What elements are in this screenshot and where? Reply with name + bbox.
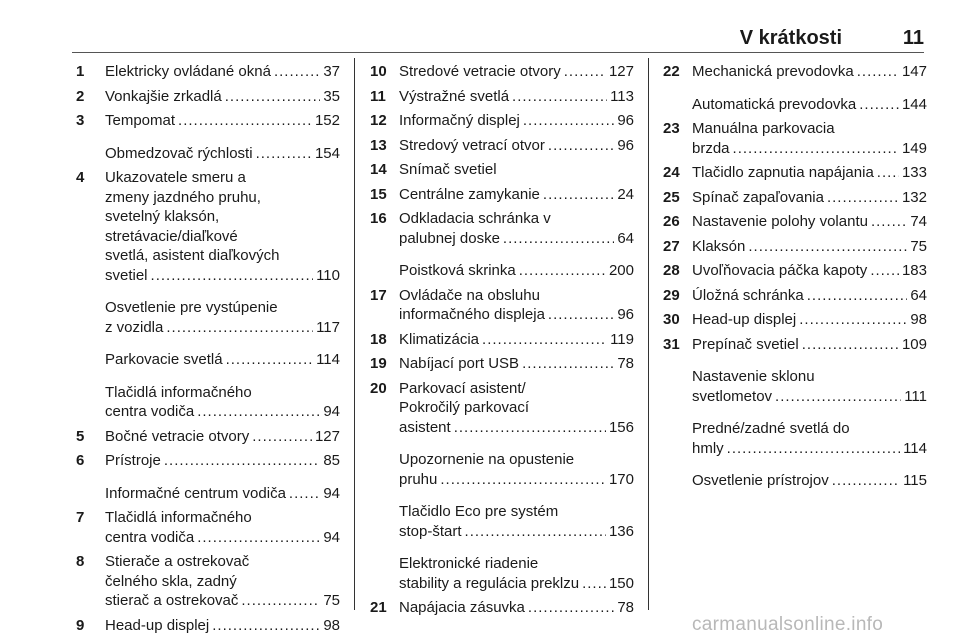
leader-dots: [440, 470, 606, 490]
entry-number: 17: [370, 286, 387, 304]
leader-dots: [548, 305, 614, 325]
watermark: carmanualsonline.info: [692, 614, 884, 635]
leader-dots: [807, 286, 908, 306]
leader-dots: [164, 451, 320, 471]
entry-number: 24: [663, 164, 680, 181]
leader-dots: [748, 237, 907, 257]
entry-label: brzda: [692, 139, 730, 157]
index-entry[interactable]: [663, 471, 927, 491]
entry-number: 9: [76, 616, 85, 634]
entry-label: palubnej doske: [399, 229, 500, 247]
leader-dots: [197, 528, 320, 548]
entry-page-ref[interactable]: 96: [617, 112, 634, 129]
entry-page-ref[interactable]: 75: [323, 592, 340, 609]
index-column-3: [663, 62, 927, 491]
leader-dots: [274, 62, 320, 82]
index-entry[interactable]: [663, 261, 927, 281]
entry-page-ref[interactable]: 119: [610, 330, 634, 348]
index-entry[interactable]: [76, 87, 340, 107]
entry-label: Ukazovatele smeru a: [105, 169, 246, 186]
index-entry[interactable]: [370, 185, 634, 205]
index-entry[interactable]: [76, 144, 340, 164]
index-entry[interactable]: [370, 111, 634, 131]
entry-page-ref[interactable]: 154: [314, 144, 340, 162]
entry-number: 2: [76, 87, 85, 105]
section-title: V krátkosti: [739, 27, 842, 49]
index-entry[interactable]: [76, 508, 340, 547]
entry-label: pruhu: [399, 470, 438, 488]
entry-page-ref[interactable]: 64: [617, 229, 634, 247]
index-entry[interactable]: [370, 209, 634, 248]
leader-dots: [241, 591, 320, 611]
entry-page-ref[interactable]: 114: [316, 351, 340, 368]
entry-number: 13: [370, 136, 387, 154]
entry-label: Osvetlenie prístrojov: [692, 472, 829, 489]
entry-label: Výstražné svetlá: [399, 87, 510, 105]
entry-label: stierač a ostrekovač: [105, 592, 239, 609]
leader-dots: [523, 111, 614, 131]
entry-label: Odkladacia schránka v: [399, 210, 551, 227]
entry-label: Ovládače na obsluhu: [399, 286, 540, 304]
entry-page-ref[interactable]: 127: [608, 63, 634, 80]
entry-page-ref[interactable]: 85: [323, 452, 340, 469]
entry-page-ref[interactable]: 144: [901, 95, 927, 113]
entry-page-ref[interactable]: 110: [316, 266, 340, 284]
entry-number: 5: [76, 427, 85, 445]
index-column-1: [76, 62, 340, 635]
entry-label: Uvoľňovacia páčka kapoty: [692, 262, 868, 279]
entry-page-ref[interactable]: 127: [314, 427, 340, 445]
entry-number: 15: [370, 185, 387, 203]
leader-dots: [166, 318, 313, 338]
leader-dots: [870, 261, 899, 281]
entry-label: Tlačidlá informačného: [105, 509, 252, 526]
entry-label: Elektricky ovládané okná: [105, 63, 271, 80]
index-entry[interactable]: [76, 111, 340, 131]
entry-number: 23: [663, 120, 680, 137]
header-rule: [72, 52, 924, 53]
entry-page-ref[interactable]: 117: [316, 318, 340, 336]
leader-dots: [225, 87, 321, 107]
entry-number: 7: [76, 509, 85, 526]
entry-label: centra vodiča: [105, 528, 195, 546]
entry-label: svetelný klaksón,: [105, 208, 220, 225]
entry-label: Klaksón: [692, 237, 746, 255]
leader-dots: [827, 188, 899, 208]
entry-page-ref[interactable]: 94: [323, 403, 340, 420]
index-entry[interactable]: [370, 286, 634, 325]
entry-label: asistent: [399, 418, 451, 436]
entry-label: z vozidla: [105, 318, 164, 336]
leader-dots: [512, 87, 607, 107]
entry-number: 16: [370, 210, 387, 227]
index-entry[interactable]: [370, 261, 634, 281]
entry-page-ref[interactable]: 150: [608, 574, 634, 592]
entry-label: Nabíjací port USB: [399, 355, 520, 372]
entry-page-ref[interactable]: 147: [901, 63, 927, 80]
leader-dots: [564, 62, 606, 82]
entry-page-ref[interactable]: 111: [904, 387, 927, 405]
entry-label: informačného displeja: [399, 306, 545, 323]
entry-number: 27: [663, 237, 680, 255]
entry-label: Úložná schránka: [692, 286, 804, 304]
index-entry[interactable]: [663, 419, 927, 458]
index-entry[interactable]: [663, 212, 927, 232]
entry-number: 29: [663, 286, 680, 304]
leader-dots: [482, 330, 607, 350]
entry-label: Manuálna parkovacia: [692, 120, 835, 137]
entry-label: Bočné vetracie otvory: [105, 427, 250, 445]
leader-dots: [197, 402, 320, 422]
entry-label: Pokročilý parkovací: [399, 399, 530, 416]
entry-number: 6: [76, 452, 85, 469]
entry-page-ref[interactable]: 200: [608, 262, 634, 279]
entry-label: Prepínač svetiel: [692, 335, 799, 353]
leader-dots: [543, 185, 614, 205]
entry-label: zmeny jazdného pruhu,: [105, 188, 261, 206]
entry-page-ref[interactable]: 132: [901, 188, 927, 206]
entry-label: svetiel: [105, 266, 148, 284]
leader-dots: [178, 111, 312, 131]
index-entry[interactable]: [76, 350, 340, 370]
entry-label: Stierače a ostrekovač: [105, 553, 250, 570]
entry-label: stretávacie/diaľkové: [105, 227, 238, 245]
entry-page-ref[interactable]: 183: [901, 262, 927, 279]
leader-dots: [582, 574, 606, 594]
entry-number: 18: [370, 330, 387, 348]
index-entry[interactable]: [370, 330, 634, 350]
index-entry[interactable]: [370, 62, 634, 82]
entry-number: 26: [663, 213, 680, 230]
index-entry[interactable]: [76, 62, 340, 82]
entry-label: Nastavenie polohy volantu: [692, 213, 868, 230]
leader-dots: [871, 212, 907, 232]
entry-page-ref[interactable]: 78: [617, 599, 634, 616]
page-header: [0, 0, 960, 54]
index-entry[interactable]: [663, 163, 927, 183]
entry-page-ref[interactable]: 152: [314, 112, 340, 129]
entry-number: 19: [370, 355, 387, 372]
entry-label: Elektronické riadenie: [399, 555, 539, 572]
index-entry[interactable]: [370, 502, 634, 541]
entry-label: Obmedzovač rýchlosti: [105, 144, 253, 162]
leader-dots: [212, 616, 320, 636]
leader-dots: [877, 163, 899, 183]
index-entry[interactable]: [370, 450, 634, 489]
index-entry[interactable]: [370, 136, 634, 156]
index-entry[interactable]: [76, 552, 340, 611]
entry-label: Tlačidlo zapnutia napájania: [692, 164, 874, 181]
entry-label: svetlometov: [692, 387, 773, 405]
entry-number: 4: [76, 169, 85, 186]
entry-number: 22: [663, 63, 680, 80]
index-entry[interactable]: [370, 354, 634, 374]
entry-page-ref[interactable]: 75: [910, 237, 927, 255]
entry-page-ref[interactable]: 78: [617, 355, 634, 372]
index-entry[interactable]: [663, 310, 927, 330]
leader-dots: [548, 136, 614, 156]
entry-label: Tlačidlo Eco pre systém: [399, 503, 559, 520]
entry-label: hmly: [692, 439, 724, 457]
entry-page-ref[interactable]: 94: [323, 528, 340, 546]
leader-dots: [151, 266, 314, 286]
leader-dots: [519, 261, 606, 281]
index-entry[interactable]: [370, 554, 634, 593]
entry-page-ref[interactable]: 94: [323, 484, 340, 502]
leader-dots: [503, 229, 614, 249]
entry-page-ref[interactable]: 170: [608, 470, 634, 488]
index-entry[interactable]: [370, 160, 634, 180]
index-entry[interactable]: [76, 616, 340, 636]
entry-label: Snímač svetiel: [399, 161, 497, 178]
leader-dots: [528, 598, 614, 618]
index-column-2: [370, 62, 634, 618]
entry-page-ref[interactable]: 64: [910, 286, 927, 304]
entry-page-ref[interactable]: 133: [901, 164, 927, 181]
index-entry[interactable]: [663, 237, 927, 257]
index-entry[interactable]: [663, 119, 927, 158]
entry-label: čelného skla, zadný: [105, 572, 237, 590]
entry-number: 10: [370, 63, 387, 80]
leader-dots: [859, 95, 899, 115]
entry-label: Vonkajšie zrkadlá: [105, 87, 222, 105]
index-entry[interactable]: [76, 427, 340, 447]
entry-label: Head-up displej: [692, 311, 797, 328]
index-entry[interactable]: [76, 168, 340, 285]
entry-page-ref[interactable]: 96: [617, 306, 634, 323]
entry-label: Automatická prevodovka: [692, 95, 857, 113]
index-entry[interactable]: [76, 298, 340, 337]
index-entry[interactable]: [663, 95, 927, 115]
entry-page-ref[interactable]: 98: [910, 311, 927, 328]
entry-page-ref[interactable]: 115: [903, 472, 927, 489]
entry-page-ref[interactable]: 98: [323, 616, 340, 634]
entry-label: Nastavenie sklonu: [692, 368, 815, 385]
leader-dots: [802, 335, 899, 355]
leader-dots: [454, 418, 606, 438]
leader-dots: [226, 350, 314, 370]
entry-label: Upozornenie na opustenie: [399, 451, 575, 468]
entry-label: Tempomat: [105, 112, 176, 129]
entry-label: Spínač zapaľovania: [692, 188, 824, 206]
entry-number: 8: [76, 553, 85, 570]
entry-label: Stredové vetracie otvory: [399, 63, 561, 80]
entry-number: 14: [370, 161, 387, 178]
leader-dots: [289, 484, 320, 504]
entry-label: Mechanická prevodovka: [692, 63, 854, 80]
index-entry[interactable]: [663, 188, 927, 208]
column-divider: [648, 58, 649, 610]
entry-number: 25: [663, 188, 680, 206]
leader-dots: [522, 354, 614, 374]
index-entry[interactable]: [663, 286, 927, 306]
entry-page-ref[interactable]: 114: [903, 439, 927, 457]
leader-dots: [799, 310, 907, 330]
entry-number: 30: [663, 311, 680, 328]
entry-number: 20: [370, 379, 387, 397]
entry-label: Klimatizácia: [399, 330, 480, 348]
leader-dots: [252, 427, 312, 447]
entry-number: 11: [370, 87, 386, 105]
entry-page-ref[interactable]: 74: [910, 213, 927, 230]
entry-label: Tlačidlá informačného: [105, 383, 252, 401]
entry-label: stop-štart: [399, 522, 462, 540]
leader-dots: [727, 439, 900, 459]
leader-dots: [465, 522, 606, 542]
entry-label: Poistková skrinka: [399, 262, 516, 279]
index-entry[interactable]: [663, 335, 927, 355]
entry-page-ref[interactable]: 37: [323, 63, 340, 80]
entry-label: Informačné centrum vodiča: [105, 484, 286, 502]
entry-label: Stredový vetrací otvor: [399, 136, 545, 154]
leader-dots: [775, 387, 901, 407]
entry-page-ref[interactable]: 35: [323, 87, 340, 105]
entry-number: 1: [76, 63, 85, 80]
entry-number: 3: [76, 112, 85, 129]
entry-page-ref[interactable]: 156: [608, 418, 634, 436]
index-entry[interactable]: [370, 379, 634, 438]
index-entry[interactable]: [663, 62, 927, 82]
entry-label: centra vodiča: [105, 403, 195, 420]
index-entry[interactable]: [76, 484, 340, 504]
entry-label: Informačný displej: [399, 112, 520, 129]
entry-page-ref[interactable]: 96: [617, 136, 634, 154]
entry-number: 31: [663, 335, 680, 353]
entry-label: Osvetlenie pre vystúpenie: [105, 299, 278, 316]
page-number: 11: [902, 27, 924, 49]
entry-label: Parkovací asistent/: [399, 379, 526, 397]
leader-dots: [857, 62, 899, 82]
entry-page-ref[interactable]: 136: [608, 522, 634, 540]
entry-number: 12: [370, 112, 387, 129]
index-entry[interactable]: [370, 87, 634, 107]
entry-label: Centrálne zamykanie: [399, 185, 540, 203]
entry-number: 28: [663, 262, 680, 279]
entry-label: Prístroje: [105, 452, 161, 469]
leader-dots: [832, 471, 900, 491]
entry-label: Parkovacie svetlá: [105, 351, 223, 368]
entry-page-ref[interactable]: 149: [901, 139, 927, 157]
entry-number: 21: [370, 599, 387, 616]
entry-label: stability a regulácia preklzu: [399, 574, 580, 592]
index-entry[interactable]: [663, 367, 927, 406]
entry-page-ref[interactable]: 109: [901, 335, 927, 353]
leader-dots: [256, 144, 312, 164]
index-entry[interactable]: [370, 598, 634, 618]
index-entry[interactable]: [76, 451, 340, 471]
entry-label: Predné/zadné svetlá do: [692, 420, 850, 437]
entry-label: svetlá, asistent diaľkových: [105, 247, 280, 264]
index-entry[interactable]: [76, 383, 340, 422]
leader-dots: [733, 139, 899, 159]
column-divider: [354, 58, 355, 610]
entry-page-ref[interactable]: 113: [610, 87, 634, 105]
entry-label: Napájacia zásuvka: [399, 599, 525, 616]
entry-page-ref[interactable]: 24: [617, 185, 634, 203]
entry-label: Head-up displej: [105, 616, 210, 634]
